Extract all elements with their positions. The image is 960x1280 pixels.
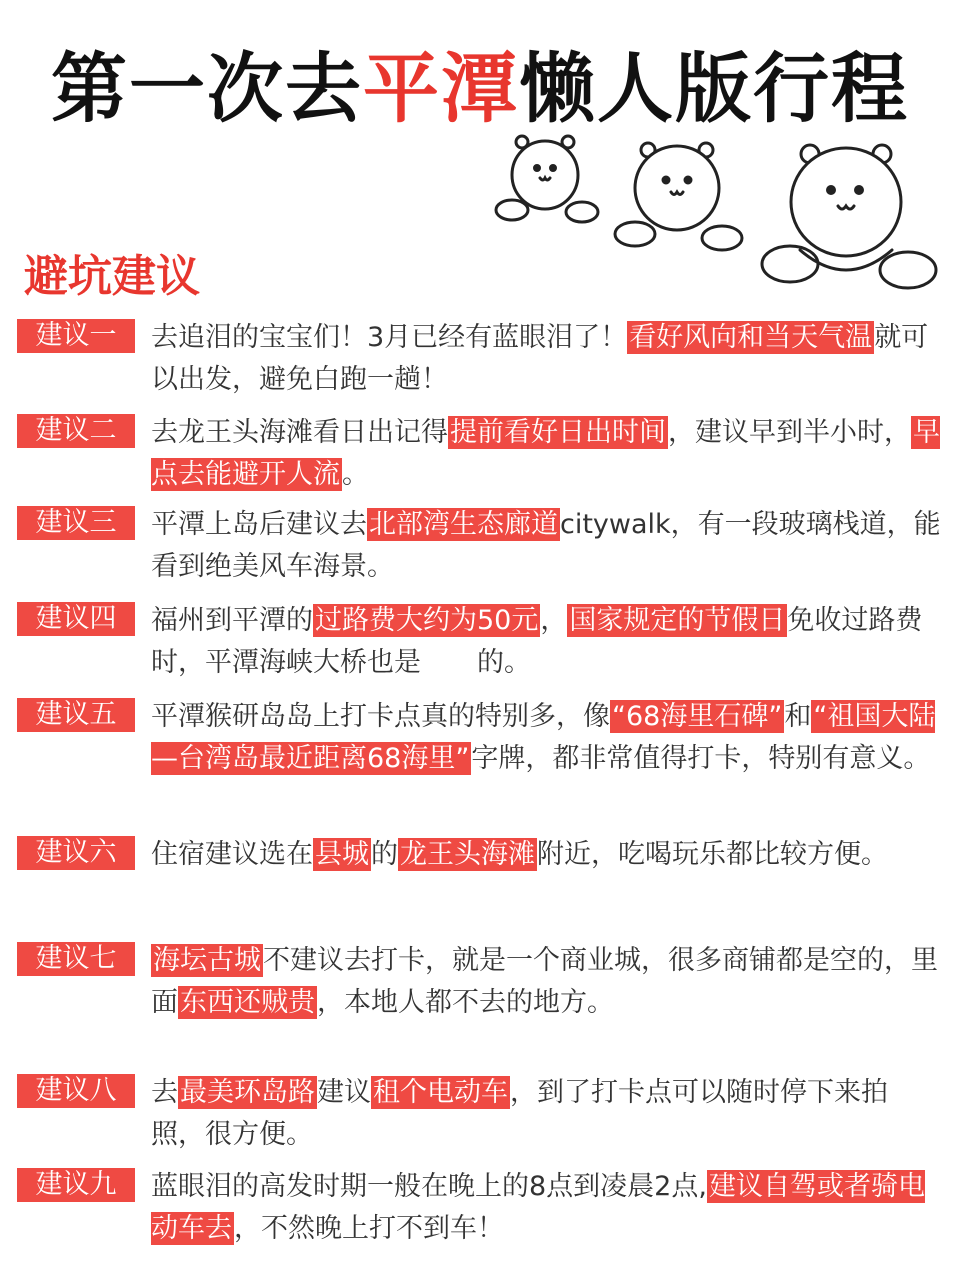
title-pre: 第一次去 xyxy=(51,44,363,133)
tip-tag: 建议八 xyxy=(17,1074,135,1108)
tip-text-part: 福州到平潭的 xyxy=(151,605,313,636)
tip-highlight: 县城 xyxy=(315,839,369,870)
tip-tag: 建议七 xyxy=(17,942,135,976)
title-post: 懒人版行程 xyxy=(519,44,909,133)
tip-tag: 建议六 xyxy=(17,836,135,870)
tip-text-part: 就可以出发，避免白跑一趟！ xyxy=(151,322,929,395)
tip-text-part: ，建议早到半小时， xyxy=(668,417,911,448)
tip-text-part: 平潭上岛后建议去 xyxy=(151,509,367,540)
tip-tag: 建议九 xyxy=(17,1168,135,1202)
tip-text-part: 字牌，都非常值得打卡，特别有意义。 xyxy=(471,743,931,774)
tip-text-part: citywalk，有一段玻璃栈道，能看到绝美风车海景。 xyxy=(151,509,941,582)
tip-highlight: 建议自驾或者骑电动车去 xyxy=(151,1171,925,1244)
tip-tag: 建议五 xyxy=(17,698,135,732)
tip-highlight: “祖国大陆—台湾岛最近距离68海里” xyxy=(151,701,936,774)
tip-highlight: 看好风向和当天气温 xyxy=(629,322,873,353)
tip-text-part: 平潭猴研岛岛上打卡点真的特别多，像 xyxy=(151,701,610,732)
tip-text xyxy=(151,696,941,780)
tip-text xyxy=(151,600,941,684)
tip-highlight: 海坛古城 xyxy=(153,945,261,976)
tip-highlight: 过路费大约为50元 xyxy=(315,605,539,636)
tip-highlight: 北部湾生态廊道 xyxy=(369,509,558,540)
tip-highlight: 国家规定的节假日 xyxy=(569,605,786,636)
tip-tag: 建议四 xyxy=(17,602,135,636)
page-title xyxy=(0,28,960,137)
tip-text xyxy=(151,1166,941,1250)
tip-text-part: 的 xyxy=(371,839,398,870)
tip-tag: 建议三 xyxy=(17,506,135,540)
tip-text-part: 去追泪的宝宝们！3月已经有蓝眼泪了！ xyxy=(151,322,628,353)
tip-highlight: 最美环岛路 xyxy=(180,1077,315,1108)
tip-text xyxy=(151,940,941,1024)
tip-highlight: 龙王头海滩 xyxy=(400,839,535,870)
section-title: 避坑建议 xyxy=(24,251,200,302)
tip-text-part: ， xyxy=(540,605,568,636)
bears-icon xyxy=(490,130,950,320)
tip-text-part: ，到了打卡点可以随时停下来拍照，很方便。 xyxy=(151,1077,888,1150)
tip-tag: 建议一 xyxy=(17,319,135,353)
tip-text-part: 蓝眼泪的高发时期一般在晚上的8点到凌晨2点, xyxy=(151,1171,707,1202)
tip-text-part: ，本地人都不去的地方。 xyxy=(317,987,614,1018)
tip-text xyxy=(151,834,941,876)
tip-text-part: 附近，吃喝玩乐都比较方便。 xyxy=(537,839,888,870)
tip-text-part: 去龙王头海滩看日出记得 xyxy=(151,417,448,448)
tip-text xyxy=(151,317,941,401)
tip-text-part: 住宿建议选在 xyxy=(151,839,313,870)
tip-text-part: ，不然晚上打不到车！ xyxy=(234,1213,504,1244)
tip-text-part: 建议 xyxy=(317,1077,371,1108)
tip-text-part: 不建议去打卡，就是一个商业城，很多商铺都是空的，里面 xyxy=(151,945,938,1018)
tip-highlight: “68海里石碑” xyxy=(612,701,783,732)
tip-highlight: 提前看好日出时间 xyxy=(450,417,666,448)
tip-text xyxy=(151,412,941,496)
tip-text-part: 。 xyxy=(342,459,369,490)
tip-text-part: 免收过路费时，平潭海峡大桥也是 xyxy=(151,605,923,678)
tip-highlight: 东西还贼贵 xyxy=(180,987,315,1018)
tip-highlight: 租个电动车 xyxy=(373,1077,508,1108)
tip-highlight: 早点去能避开人流 xyxy=(151,417,940,490)
tip-tag: 建议二 xyxy=(17,414,135,448)
title-highlight: 平潭 xyxy=(363,44,519,133)
tip-text-part: 和 xyxy=(784,701,812,732)
tip-text-part: 去 xyxy=(151,1077,178,1108)
tip-text-part: 的。 xyxy=(477,647,531,678)
tip-text xyxy=(151,504,941,588)
tip-text xyxy=(151,1072,941,1156)
